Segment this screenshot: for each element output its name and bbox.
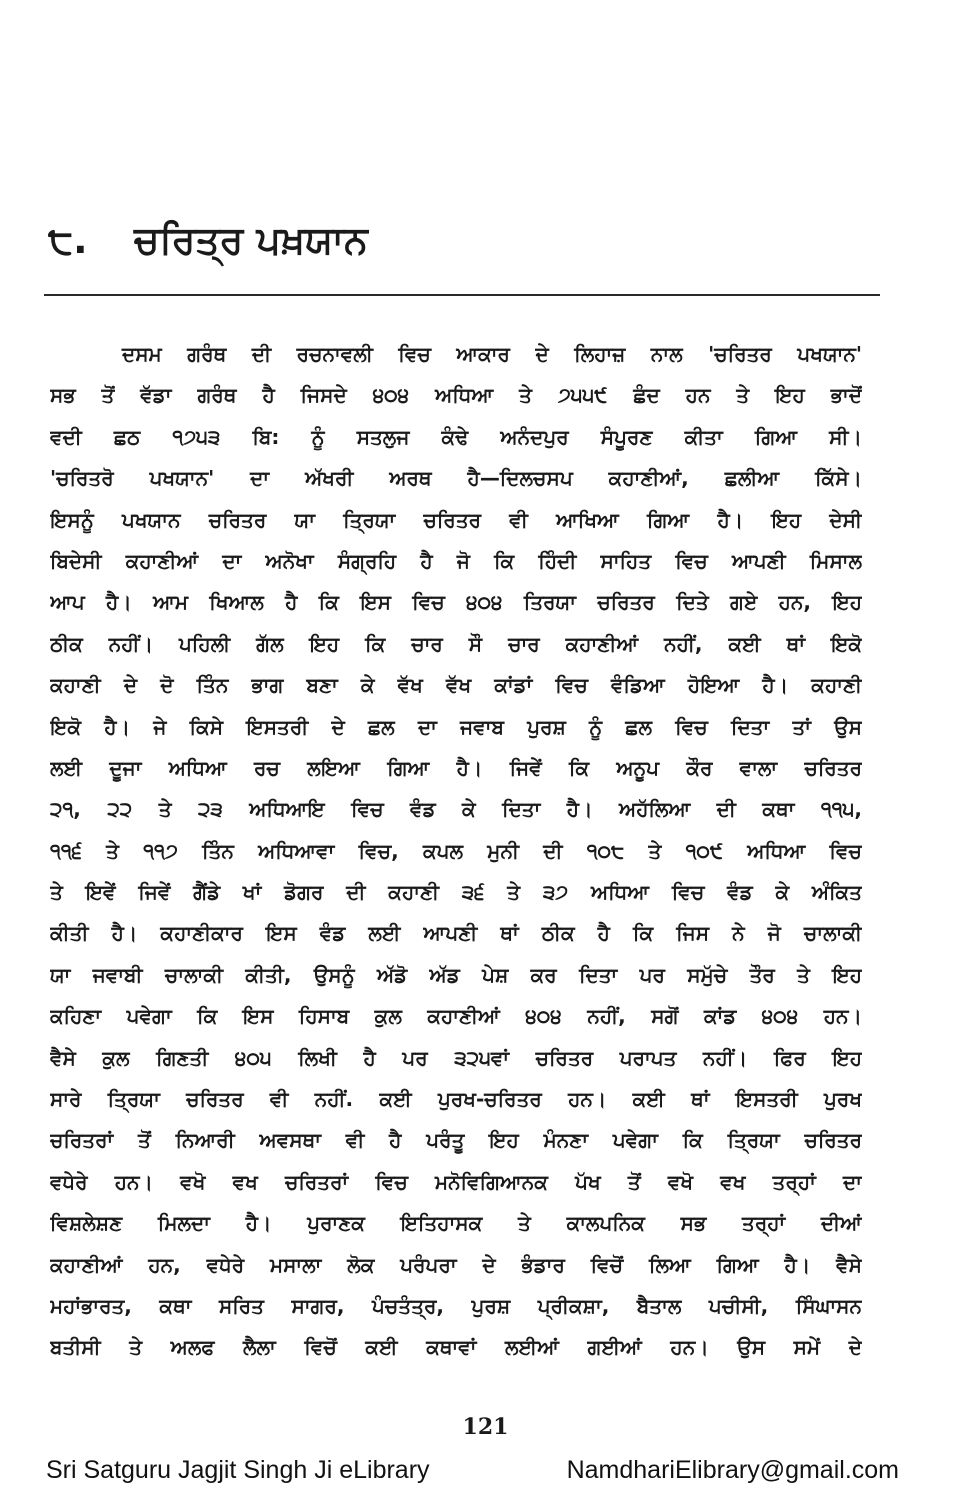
- footer-email: NamdhariElibrary@gmail.com: [566, 1456, 899, 1484]
- text-line: ੧੧੬ ਤੇ ੧੧੭ ਤਿੰਨ ਅਧਿਆਵਾ ਵਿਚ, ਕਪਲ ਮੁਨੀ ਦੀ ੧੦੮ ਤੇ ੧੦੯ ਅਧਿਆ ਵਿਚ: [50, 838, 862, 863]
- text-line: ਠੀਕ ਨਹੀਂ। ਪਹਿਲੀ ਗੱਲ ਇਹ ਕਿ ਚਾਰ ਸੌ ਚਾਰ ਕਹਾਣੀਆਂ ਨਹੀਂ, ਕਈ ਥਾਂ ਇਕੋ: [50, 631, 862, 656]
- text-line: ਲਈ ਦੂਜਾ ਅਧਿਆ ਰਚ ਲਇਆ ਗਿਆ ਹੈ। ਜਿਵੇਂ ਕਿ ਅਨੂਪ ਕੌਰ ਵਾਲਾ ਚਰਿਤਰ: [50, 755, 862, 780]
- text-line: ਕਹਿਣਾ ਪਵੇਗਾ ਕਿ ਇਸ ਹਿਸਾਬ ਕੁਲ ਕਹਾਣੀਆਂ ੪੦੪ ਨਹੀਂ, ਸਗੋਂ ਕਾਂਡ ੪੦੪ ਹਨ।: [50, 1004, 862, 1029]
- text-line: ਚਰਿਤਰਾਂ ਤੋਂ ਨਿਆਰੀ ਅਵਸਥਾ ਵੀ ਹੈ ਪਰੰਤੂ ਇਹ ਮੰਨਣਾ ਪਵੇਗਾ ਕਿ ਤ੍ਰਿਯਾ ਚਰਿਤਰ: [50, 1128, 862, 1153]
- text-line: ੨੧, ੨੨ ਤੇ ੨੩ ਅਧਿਆਇ ਵਿਚ ਵੰਡ ਕੇ ਦਿਤਾ ਹੈ। ਅਹੱਲਿਆ ਦੀ ਕਥਾ ੧੧੫,: [50, 797, 862, 822]
- page-number: 121: [462, 1414, 509, 1440]
- text-line: ਮਹਾਂਭਾਰਤ, ਕਥਾ ਸਰਿਤ ਸਾਗਰ, ਪੰਚਤੰਤ੍ਰ, ਪੁਰਸ਼ ਪ੍ਰੀਕਸ਼ਾ, ਬੈਤਾਲ ਪਚੀਸੀ, ਸਿੰਘਾਸਨ: [50, 1293, 862, 1318]
- text-line: ਵਦੀ ਛਠ ੧੭੫੩ ਬਿ: ਨੂੰ ਸਤਲੁਜ ਕੰਢੇ ਅਨੰਦਪੁਰ ਸੰਪੂਰਣ ਕੀਤਾ ਗਿਆ ਸੀ।: [50, 424, 862, 449]
- text-line: ਦਸਮ ਗਰੰਥ ਦੀ ਰਚਨਾਵਲੀ ਵਿਚ ਆਕਾਰ ਦੇ ਲਿਹਾਜ਼ ਨਾਲ 'ਚਰਿਤਰ ਪਖਯਾਨ': [122, 342, 862, 366]
- text-line: ਸਭ ਤੋਂ ਵੱਡਾ ਗਰੰਥ ਹੈ ਜਿਸਦੇ ੪੦੪ ਅਧਿਆ ਤੇ ੭੫੫੯ ਛੰਦ ਹਨ ਤੇ ਇਹ ਭਾਦੋਂ: [50, 383, 862, 408]
- chapter-heading: [48, 218, 368, 263]
- text-line: ਕਹਾਣੀ ਦੇ ਦੋ ਤਿੰਨ ਭਾਗ ਬਣਾ ਕੇ ਵੱਖ ਵੱਖ ਕਾਂਡਾਂ ਵਿਚ ਵੰਡਿਆ ਹੋਇਆ ਹੈ। ਕਹਾਣੀ: [50, 673, 862, 698]
- text-line: 'ਚਰਿਤਰੋ ਪਖਯਾਨ' ਦਾ ਅੱਖਰੀ ਅਰਥ ਹੈ—ਦਿਲਚਸਪ ਕਹਾਣੀਆਂ, ਛਲੀਆ ਕਿੱਸੇ।: [50, 466, 862, 491]
- text-line: ਵੈਸੇ ਕੁਲ ਗਿਣਤੀ ੪੦੫ ਲਿਖੀ ਹੈ ਪਰ ੩੨੫ਵਾਂ ਚਰਿਤਰ ਪਰਾਪਤ ਨਹੀਂ। ਫਿਰ ਇਹ: [50, 1045, 862, 1070]
- body-paragraph: [50, 334, 862, 1369]
- text-line: ਇਸਨੂੰ ਪਖਯਾਨ ਚਰਿਤਰ ਯਾ ਤ੍ਰਿਯਾ ਚਰਿਤਰ ਵੀ ਆਖਿਆ ਗਿਆ ਹੈ। ਇਹ ਦੇਸੀ: [50, 507, 862, 532]
- text-line: ਬਤੀਸੀ ਤੇ ਅਲਫ ਲੈਲਾ ਵਿਚੋਂ ਕਈ ਕਥਾਵਾਂ ਲਈਆਂ ਗਈਆਂ ਹਨ। ਉਸ ਸਮੇਂ ਦੇ: [50, 1335, 862, 1360]
- text-line: ਸਾਰੇ ਤ੍ਰਿਯਾ ਚਰਿਤਰ ਵੀ ਨਹੀਂ. ਕਈ ਪੁਰਖ-ਚਰਿਤਰ ਹਨ। ਕਈ ਥਾਂ ਇਸਤਰੀ ਪੁਰਖ: [50, 1087, 862, 1112]
- text-line: ਕਹਾਣੀਆਂ ਹਨ, ਵਧੇਰੇ ਮਸਾਲਾ ਲੋਕ ਪਰੰਪਰਾ ਦੇ ਭੰਡਾਰ ਵਿਚੋਂ ਲਿਆ ਗਿਆ ਹੈ। ਵੈਸੇ: [50, 1252, 862, 1277]
- chapter-number: ੮.: [48, 218, 88, 262]
- footer-library-name: Sri Satguru Jagjit Singh Ji eLibrary: [46, 1456, 430, 1484]
- text-line: ਤੇ ਇਵੇਂ ਜਿਵੇਂ ਗੈਂਡੇ ਖਾਂ ਡੋਗਰ ਦੀ ਕਹਾਣੀ ੩੬ ਤੇ ੩੭ ਅਧਿਆ ਵਿਚ ਵੰਡ ਕੇ ਅੰਕਿਤ: [50, 880, 862, 905]
- text-line: ਬਿਦੇਸੀ ਕਹਾਣੀਆਂ ਦਾ ਅਨੋਖਾ ਸੰਗ੍ਰਹਿ ਹੈ ਜੋ ਕਿ ਹਿੰਦੀ ਸਾਹਿਤ ਵਿਚ ਆਪਣੀ ਮਿਸਾਲ: [50, 548, 862, 573]
- text-line: ਵਿਸ਼ਲੇਸ਼ਣ ਮਿਲਦਾ ਹੈ। ਪੁਰਾਣਕ ਇਤਿਹਾਸਕ ਤੇ ਕਾਲਪਨਿਕ ਸਭ ਤਰ੍ਹਾਂ ਦੀਆਂ: [50, 1211, 862, 1236]
- heading-divider: [44, 294, 880, 296]
- text-line: ਯਾ ਜਵਾਬੀ ਚਾਲਾਕੀ ਕੀਤੀ, ਉਸਨੂੰ ਅੱਡੋ ਅੱਡ ਪੇਸ਼ ਕਰ ਦਿਤਾ ਪਰ ਸਮੁੱਚੇ ਤੌਰ ਤੇ ਇਹ: [50, 962, 862, 987]
- text-line: ਕੀਤੀ ਹੈ। ਕਹਾਣੀਕਾਰ ਇਸ ਵੰਡ ਲਈ ਆਪਣੀ ਥਾਂ ਠੀਕ ਹੈ ਕਿ ਜਿਸ ਨੇ ਜੋ ਚਾਲਾਕੀ: [50, 921, 862, 946]
- text-line: ਇਕੋ ਹੈ। ਜੇ ਕਿਸੇ ਇਸਤਰੀ ਦੇ ਛਲ ਦਾ ਜਵਾਬ ਪੁਰਸ਼ ਨੂੰ ਛਲ ਵਿਚ ਦਿਤਾ ਤਾਂ ਉਸ: [50, 714, 862, 739]
- chapter-title: ਚਰਿਤ੍ਰ ਪਖ਼ਯਾਨ: [134, 218, 368, 262]
- text-line: ਆਪ ਹੈ। ਆਮ ਖਿਆਲ ਹੈ ਕਿ ਇਸ ਵਿਚ ੪੦੪ ਤਿਰਯਾ ਚਰਿਤਰ ਦਿਤੇ ਗਏ ਹਨ, ਇਹ: [50, 590, 862, 615]
- text-line: ਵਧੇਰੇ ਹਨ। ਵਖੋ ਵਖ ਚਰਿਤਰਾਂ ਵਿਚ ਮਨੋਵਿਗਿਆਨਕ ਪੱਖ ਤੋਂ ਵਖੋ ਵਖ ਤਰ੍ਹਾਂ ਦਾ: [50, 1169, 862, 1194]
